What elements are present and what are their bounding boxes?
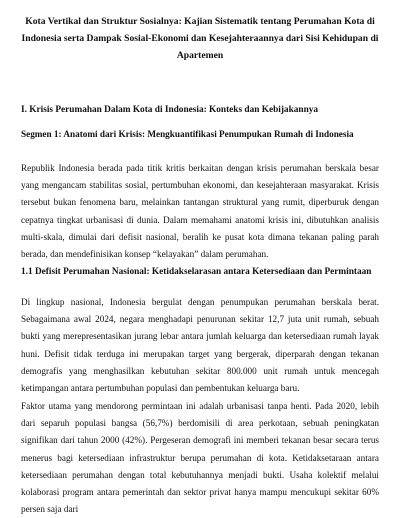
section-heading: I. Krisis Perumahan Dalam Kota di Indonesia: Konteks dan Kebijakannya <box>21 105 319 115</box>
segment-heading: Segmen 1: Anatomi dari Krisis: Mengkuantifikasi Penumpukan Rumah di Indonesia <box>21 129 354 139</box>
subsection-heading: 1.1 Defisit Perumahan Nasional: Ketidakselarasan antara Ketersediaan dan Permintaan <box>21 267 372 277</box>
paragraph-national-deficit: Di lingkup nasional, Indonesia bergulat dengan penumpukan perumahan berskala berat. Sebagaimana awal 2024, negara menghadapi penurunan sekitar 12,7 juta unit rumah, sebuah bukti yang merepresentasikan jurang lebar antara jumlah keluarga dan ketersediaan rumah layak huni. Defisit tidak terduga ini merupakan target yang bergerak, diperparah dengan tekanan demografis yang menghasilkan kebutuhan sekitar 800.000 unit rumah untuk mencegah ketimpangan antara pertumbuhan populasi dan pembentukan keluarga baru. <box>21 297 379 394</box>
document-title: Kota Vertikal dan Struktur Sosialnya: Kajian Sistematik tentang Perumahan Kota di Indonesia serta Dampak Sosial-Ekonomi dan Kesejahteraannya dari Sisi Kehidupan di Apartemen <box>21 16 379 61</box>
paragraph-intro: Republik Indonesia berada pada titik kritis berkaitan dengan krisis perumahan berskala besar yang mengancam stabilitas sosial, pertumbuhan ekonomi, dan kesejahteraan masyarakat. Krisis tersebut bukan fenomena baru, melainkan tantangan struktural yang rumit, diperburuk dengan cepatnya tingkat urbanisasi di dunia. Dalam memahami anatomi krisis ini, dibutuhkan analisis multi-skala, dimulai dari defisit nasional, beralih ke pusat kota dimana tekanan paling parah berada, dan mendefinisikan konsep “kelayakan” dalam perumahan. <box>21 163 379 260</box>
paragraph-urbanization: Faktor utama yang mendorong permintaan ini adalah urbanisasi tanpa henti. Pada 2020, lebih dari separuh populasi bangsa (56,7%) berdomisili di area perkotaan, sebuah peningkatan signifikan dari tahun 2000 (42%). Pergeseran demografi ini memberi tekanan besar secara terus menerus bagi ketersediaan infrastruktur berupa perumahan di kota. Ketidaksetaraan antara ketersediaan perumahan dengan total kebutuhannya menjadi bukti. Usaha kolektif melalui kolaborasi program antara pemerintah dan sektor privat hanya mampu mencukupi sekitar 60% persen saja dari <box>21 401 379 515</box>
